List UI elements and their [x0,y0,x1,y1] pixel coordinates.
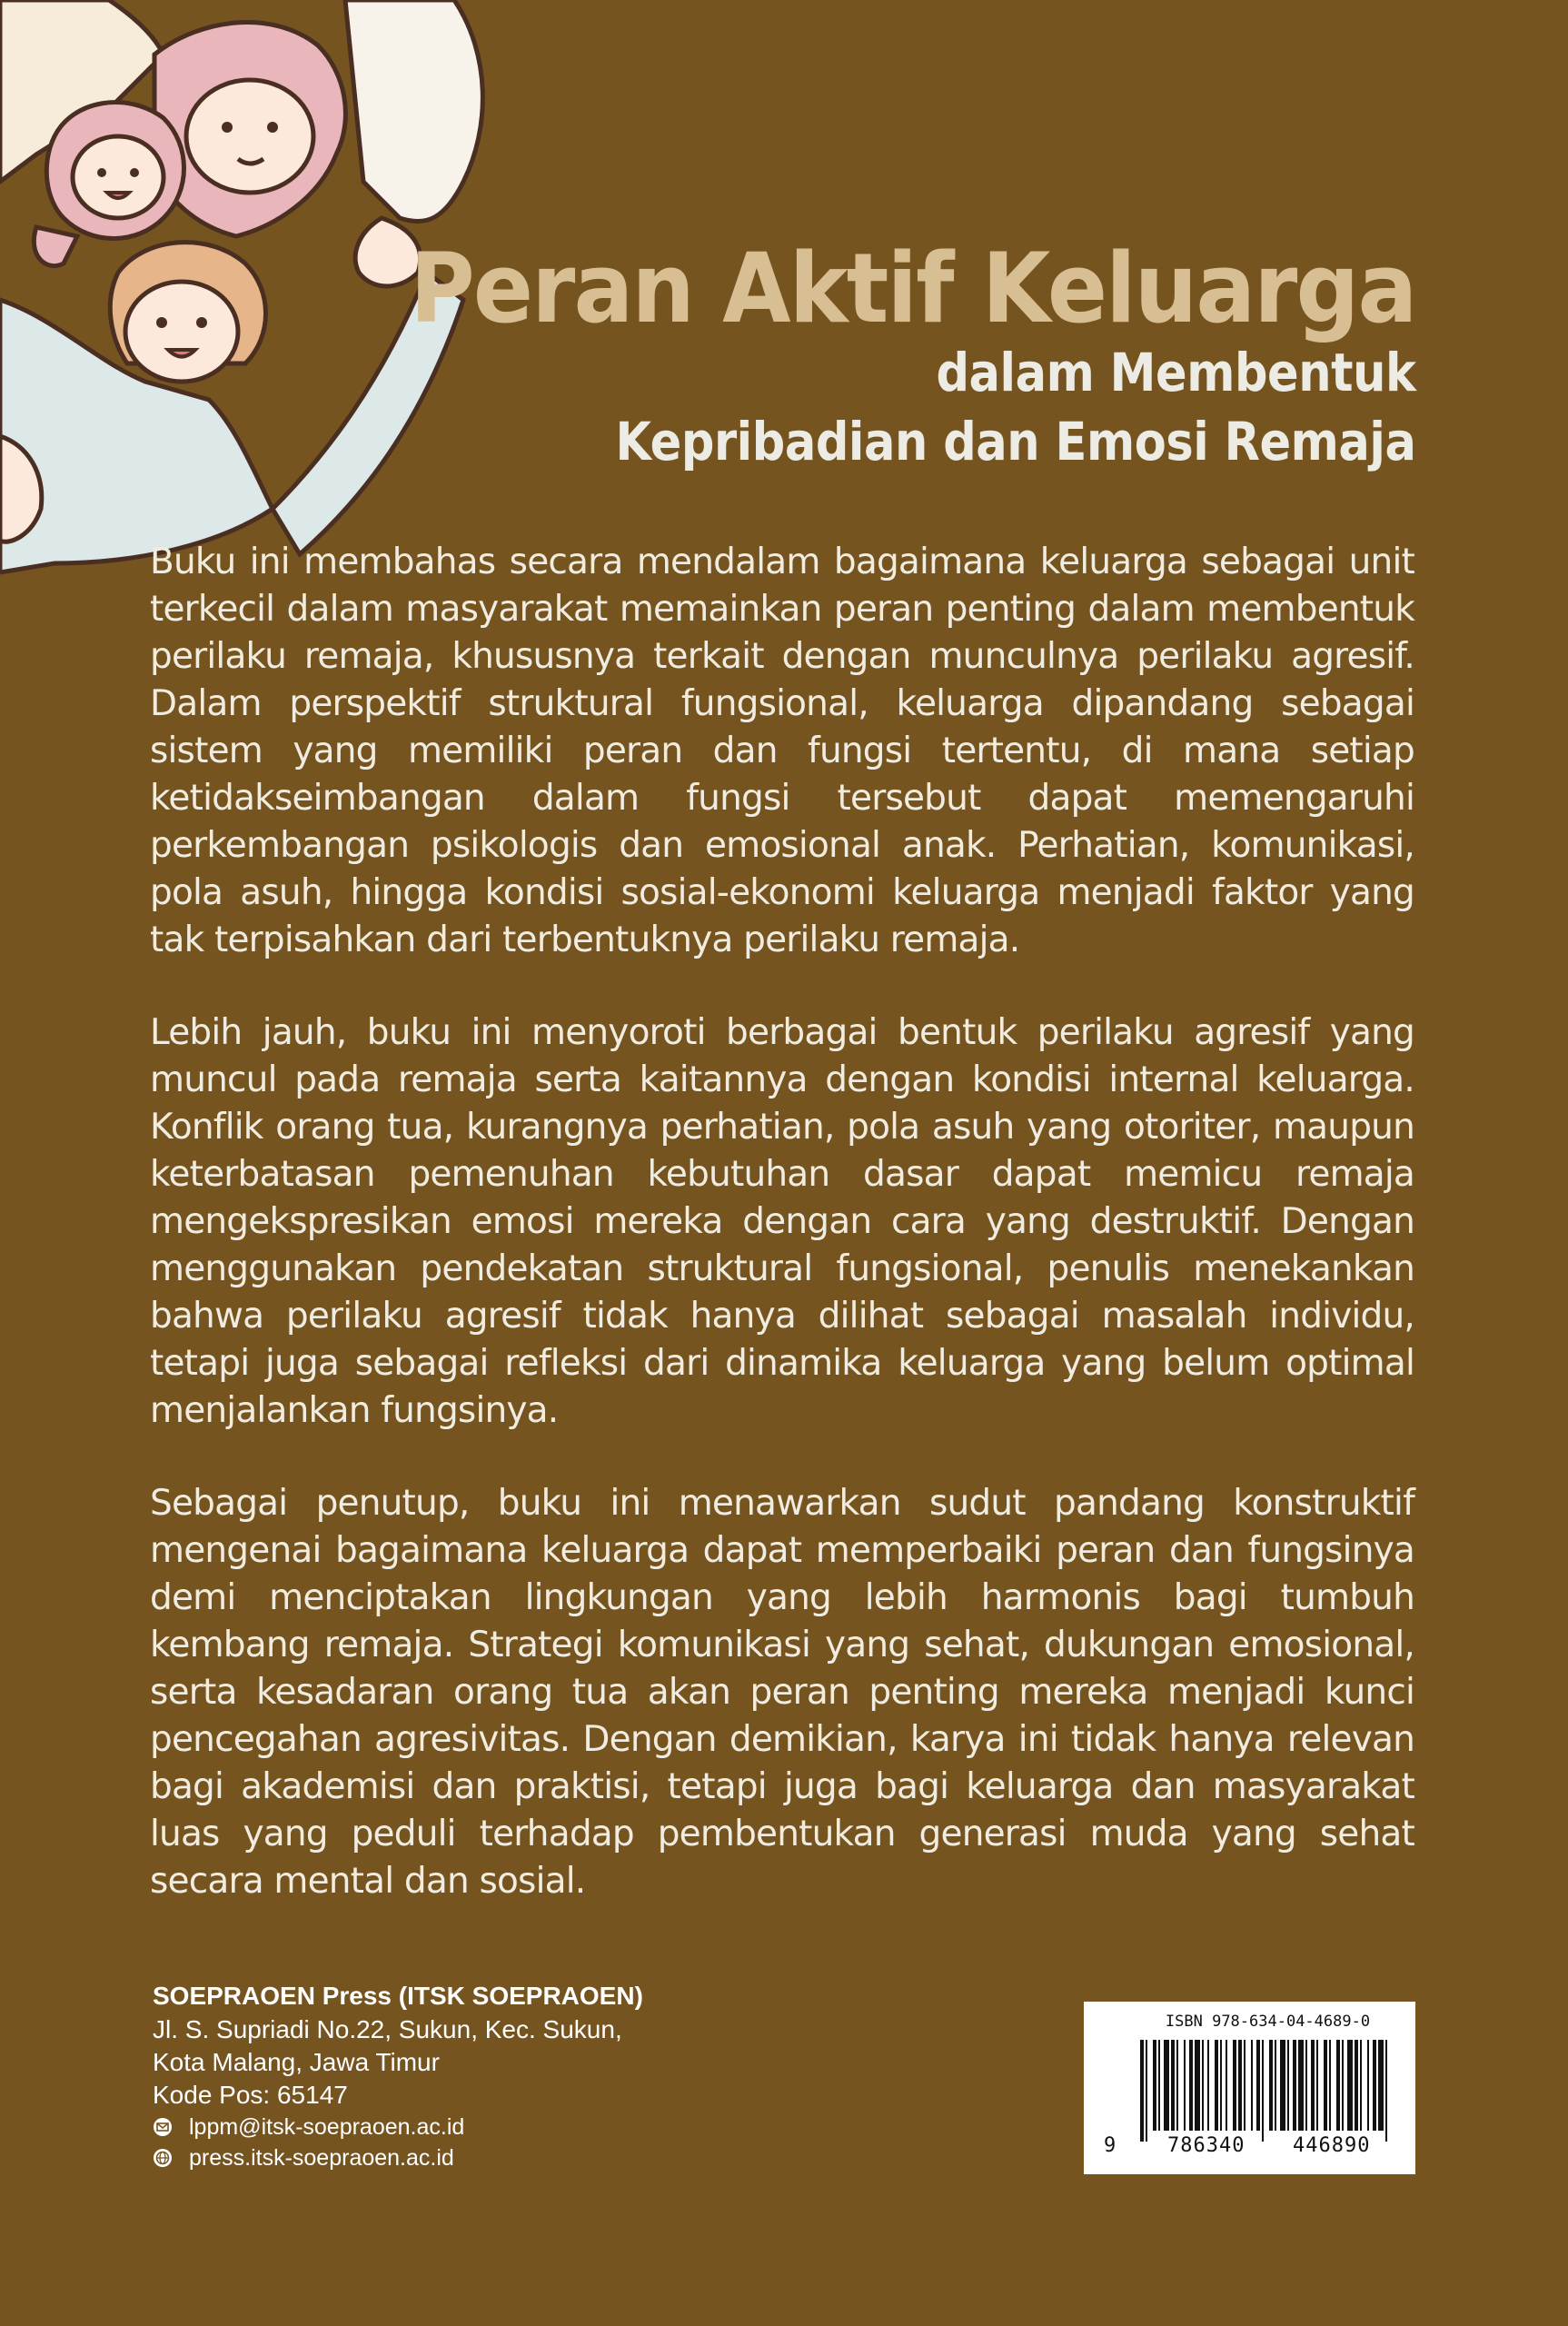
synopsis-paragraph-3: Sebagai penutup, buku ini menawarkan sudut pandang konstruktif mengenai bagaimana keluarga dapat memperbaiki peran dan fungsinya demi menciptakan lingkungan yang lebih harmonis bagi tumbuh kembang remaja. Strategi komunikasi yang sehat, dukungan emosional, serta kesadaran orang tua akan peran penting mereka menjadi kunci pencegahan agresivitas. Dengan demikian, karya ini tidak hanya relevan bagi akademisi dan praktisi, tetapi juga bagi keluarga dan masyarakat luas yang peduli terhadap pembentukan generasi muda yang sehat secara mental dan sosial. [150,1483,1414,1902]
publisher-postal-code: Kode Pos: 65147 [153,2081,348,2109]
barcode-bar [1287,2040,1289,2131]
barcode-bar [1275,2040,1276,2131]
barcode-bar [1202,2040,1204,2131]
barcode-bar [1305,2040,1307,2131]
barcode-bar [1233,2040,1236,2131]
barcode-bar [1367,2040,1369,2131]
barcode-bar [1385,2040,1387,2142]
synopsis [150,539,1414,1951]
publisher-website-row [153,2142,643,2173]
barcode-bar [1316,2040,1318,2131]
isbn-first-digit: 9 [1104,2134,1116,2157]
title-block [323,233,1415,476]
barcode-bar [1336,2040,1340,2131]
barcode-bar [1329,2040,1331,2131]
barcode-bar [1347,2040,1353,2131]
synopsis-paragraph-1: Buku ini membahas secara mendalam bagaimana keluarga sebagai unit terkecil dalam masyarakat memainkan peran penting dalam membentuk perilaku remaja, khususnya terkait dengan munculnya perilaku agresif. Dalam perspektif struktural fungsional, keluarga dipandang sebagai sistem yang memiliki peran dan fungsi tertentu, di mana setiap ketidakseimbangan dalam fungsi tersebut dapat memengaruhi perkembangan psikologis dan emosional anak. Perhatian, komunikasi, pola asuh, hingga kondisi sosial-ekonomi keluarga menjadi faktor yang tak terpisahkan dari terbentuknya perilaku remaja. [150,542,1414,960]
barcode-bar [1298,2040,1304,2131]
barcode-bar [1269,2040,1273,2131]
barcode-bar [1238,2040,1242,2131]
barcode-bar [1262,2040,1264,2142]
barcode-bar [1378,2040,1384,2131]
publisher-address-1: Jl. S. Supriadi No.22, Sukun, Kec. Sukun, [153,2015,622,2043]
globe-icon [153,2148,173,2168]
isbn-left-digits: 786340 [1167,2134,1245,2157]
publisher-website[interactable]: press.itsk-soepraoen.ac.id [189,2145,454,2171]
isbn-barcode [1084,2002,1415,2174]
barcode-bar [1324,2040,1327,2131]
barcode-bar [1184,2040,1186,2131]
barcode-bar [1158,2040,1160,2131]
publisher-address-2: Kota Malang, Jawa Timur [153,2048,440,2076]
barcode-bar [1244,2040,1245,2131]
barcode-bar [1171,2040,1175,2131]
book-title: Peran Aktif Keluarga [409,233,1415,344]
barcode-bar [1146,2040,1147,2142]
publisher-email-row [153,2112,643,2142]
barcode-bar [1176,2040,1178,2131]
synopsis-paragraph-2: Lebih jauh, buku ini menyoroti berbagai bentuk perilaku agresif yang muncul pada remaja serta kaitannya dengan kondisi internal keluarga. Konflik orang tua, kurangnya perhatian, pola asuh yang otoriter, maupun keterbatasan pemenuhan kebutuhan dasar dapat memicu remaja mengekspresikan emosi mereka dengan cara yang destruktif. Dengan menggunakan pendekatan struktural fungsional, penulis menekankan bahwa perilaku agresif tidak hanya dilihat sebagai masalah individu, tetapi juga sebagai refleksi dari dinamika keluarga yang belum optimal menjalankan fungsinya. [150,1012,1414,1431]
barcode-bar [1311,2040,1315,2131]
publisher-email[interactable]: lppm@itsk-soepraoen.ac.id [189,2114,465,2140]
barcode-bar [1207,2040,1209,2131]
barcode-bar [1373,2040,1376,2131]
barcode-bar [1140,2040,1144,2142]
publisher-info [153,1979,643,2173]
book-subtitle-line-1: dalam Membentuk [935,342,1415,404]
email-icon [153,2117,173,2137]
barcode-bar [1220,2040,1222,2131]
barcode-bar [1251,2040,1253,2131]
barcode-bar [1342,2040,1344,2131]
barcode-bar [1355,2040,1358,2131]
barcode-bar [1164,2040,1169,2131]
barcode-bar [1360,2040,1362,2131]
barcode-bar [1293,2040,1296,2131]
barcode-bar [1189,2040,1193,2131]
isbn-label: ISBN 978-634-04-4689-0 [1165,2013,1371,2031]
isbn-right-digits: 446890 [1293,2134,1371,2157]
barcode-bar [1256,2040,1260,2131]
publisher-name: SOEPRAOEN Press (ITSK SOEPRAOEN) [153,1982,643,2010]
book-subtitle-line-2: Kepribadian dan Emosi Remaja [614,410,1415,472]
barcode-bar [1226,2040,1227,2131]
barcode-bar [1280,2040,1285,2131]
barcode-bar [1195,2040,1200,2131]
barcode-bar [1215,2040,1218,2131]
barcode-bar [1153,2040,1156,2131]
